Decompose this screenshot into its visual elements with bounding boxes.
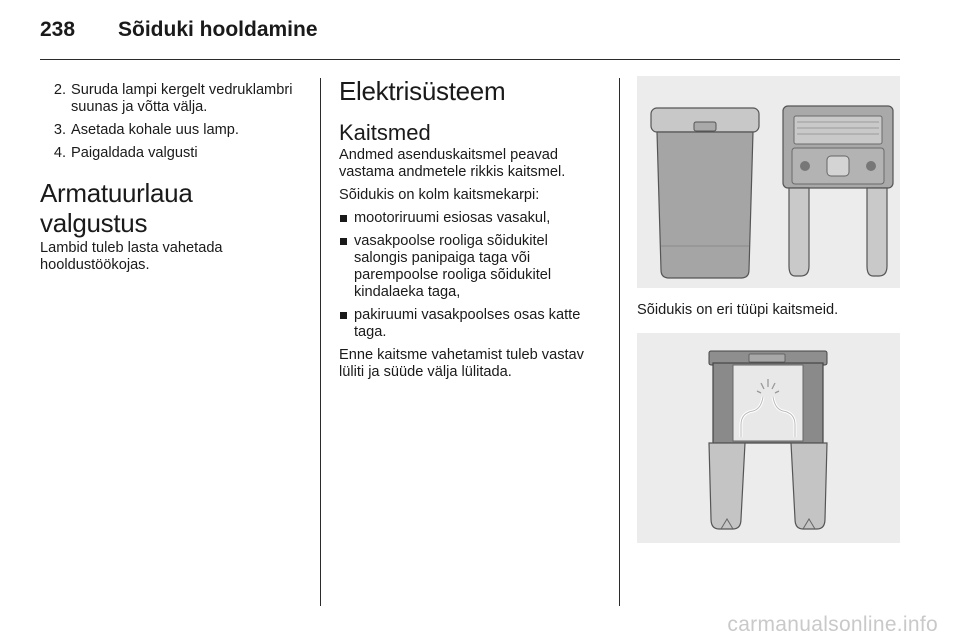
right-column [637, 76, 900, 543]
blown-fuse-illustration [637, 333, 900, 543]
step-text: Asetada kohale uus lamp. [71, 122, 239, 138]
bullet-text: vasakpoolse rooliga sõidukitel salongis panipaiga taga või parempoolse rooliga sõidukitel kindalaeka taga, [354, 233, 552, 300]
section-title: Sõiduki hooldamine [118, 18, 318, 41]
mini-fuse [783, 106, 893, 276]
page-number: 238 [40, 18, 76, 41]
fuses-image [637, 76, 900, 288]
paragraph: Lambid tuleb lasta vahetada hooldustöökojas. [40, 240, 223, 273]
step-text: Paigaldada valgusti [71, 145, 198, 161]
bullet-square-icon [339, 233, 354, 301]
bullet-square-icon [339, 210, 354, 227]
blown-fuse-image [637, 333, 900, 543]
figure-caption: Sõidukis on eri tüüpi kaitsmeid. [637, 302, 839, 318]
column-divider-1 [320, 78, 321, 606]
step-text: Suruda lampi kergelt vedruklambri suunas ja võtta välja. [71, 82, 293, 115]
maxi-fuse [651, 108, 759, 278]
list-item [40, 145, 302, 162]
bullet-square-icon [339, 307, 354, 341]
step-number: 3. [53, 122, 66, 138]
steps-list [40, 82, 302, 162]
paragraph: Sõidukis on kolm kaitsmekarpi: [339, 187, 540, 203]
middle-column [339, 76, 605, 387]
step-number: 4. [53, 145, 66, 161]
fuse-types-illustration [637, 76, 900, 288]
heading-armatuurlaua: Armatuurlaua valgustus [40, 178, 193, 238]
heading-elektrisusteem: Elektrisüsteem [339, 76, 506, 106]
bullet-text: pakiruumi vasakpoolses osas katte taga. [354, 307, 581, 340]
list-item [339, 233, 605, 301]
step-number: 2. [53, 82, 66, 98]
bullet-text: mootoriruumi esiosas vasakul, [354, 210, 551, 226]
subheading-kaitsmed: Kaitsmed [339, 120, 431, 145]
page-header [40, 18, 318, 42]
paragraph: Andmed asenduskaitsmel peavad vastama andmetele rikkis kaitsmel. [339, 147, 566, 180]
header-divider [40, 59, 900, 60]
column-divider-2 [619, 78, 620, 606]
list-item [40, 82, 302, 116]
paragraph: Enne kaitsme vahetamist tuleb vastav lüliti ja süüde välja lülitada. [339, 347, 584, 380]
list-item [40, 122, 302, 139]
list-item [339, 210, 605, 227]
fusebox-list [339, 210, 605, 341]
watermark: carmanualsonline.info [727, 613, 938, 636]
left-column [40, 82, 302, 280]
list-item [339, 307, 605, 341]
